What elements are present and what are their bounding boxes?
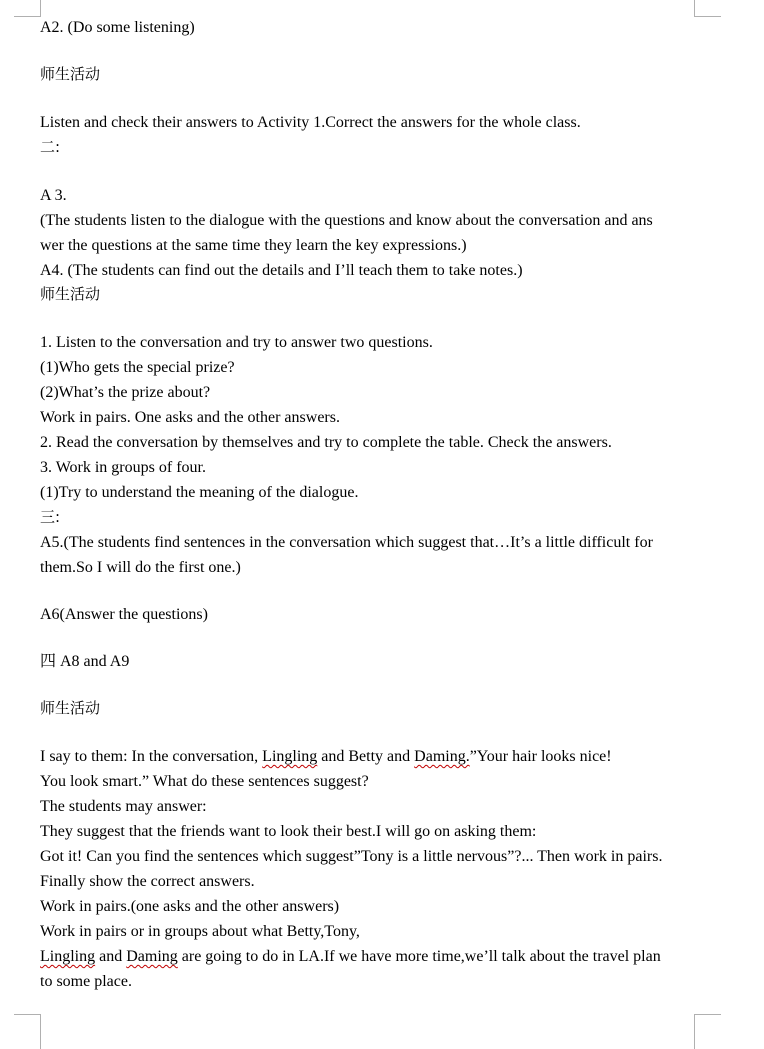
text-run: ”Your hair looks nice! <box>469 748 612 765</box>
text-line: They suggest that the friends want to look their best.I will go on asking them: <box>40 823 537 840</box>
section-number: 二: <box>40 138 61 156</box>
text-line: Finally show the correct answers. <box>40 873 255 890</box>
text-line: them.So I will do the first one.) <box>40 559 241 576</box>
text-run: and Betty and <box>317 748 415 765</box>
text-line <box>40 947 661 967</box>
text-run: I say to them: In the conversation, <box>40 748 263 765</box>
text-line: A2. (Do some listening) <box>40 19 195 36</box>
page-corner-top-right <box>694 0 721 17</box>
text-line: A6(Answer the questions) <box>40 606 208 623</box>
text-run: are going to do in LA.If we have more time,we’ll talk about the travel plan <box>177 948 661 965</box>
text-line: (2)What’s the prize about? <box>40 384 211 401</box>
text-line: (1)Try to understand the meaning of the dialogue. <box>40 484 359 501</box>
text-line: Got it! Can you find the sentences which suggest”Tony is a little nervous”?... Then work in pairs. <box>40 848 663 865</box>
spellcheck-word: Daming <box>126 948 178 965</box>
text-line: A 3. <box>40 187 67 204</box>
text-line: Work in pairs.(one asks and the other answers) <box>40 898 340 915</box>
section-heading: 师生活动 <box>40 699 101 717</box>
text-run: and <box>95 948 127 965</box>
spellcheck-word: Lingling <box>262 748 318 765</box>
text-line: Work in pairs. One asks and the other answers. <box>40 409 340 426</box>
page-corner-bottom-left <box>14 1014 41 1049</box>
text-line: Work in pairs or in groups about what Betty,Tony, <box>40 923 360 940</box>
text-line: Listen and check their answers to Activity 1.Correct the answers for the whole class. <box>40 114 581 131</box>
text-line: 2. Read the conversation by themselves and try to complete the table. Check the answers. <box>40 434 612 451</box>
page-corner-top-left <box>14 0 41 17</box>
spellcheck-word: Lingling <box>40 948 96 965</box>
text-line: A4. (The students can find out the details and I’ll teach them to take notes.) <box>40 262 523 279</box>
section-heading: 师生活动 <box>40 65 101 83</box>
text-line <box>40 747 612 767</box>
text-line: 3. Work in groups of four. <box>40 459 206 476</box>
text-line: (The students listen to the dialogue with the questions and know about the conversation and ans <box>40 212 653 229</box>
text-line: A5.(The students find sentences in the conversation which suggest that…It’s a little difficult for <box>40 534 653 551</box>
text-line: to some place. <box>40 973 132 990</box>
text-line: The students may answer: <box>40 798 207 815</box>
section-heading: 师生活动 <box>40 285 101 303</box>
page-corner-bottom-right <box>694 1014 721 1049</box>
section-number: 四 A8 and A9 <box>40 653 130 670</box>
text-line: wer the questions at the same time they learn the key expressions.) <box>40 237 467 254</box>
text-line: You look smart.” What do these sentences suggest? <box>40 773 369 790</box>
text-line: 1. Listen to the conversation and try to answer two questions. <box>40 334 433 351</box>
spellcheck-word: Daming. <box>414 748 470 765</box>
section-number: 三: <box>40 508 61 526</box>
text-line: (1)Who gets the special prize? <box>40 359 235 376</box>
